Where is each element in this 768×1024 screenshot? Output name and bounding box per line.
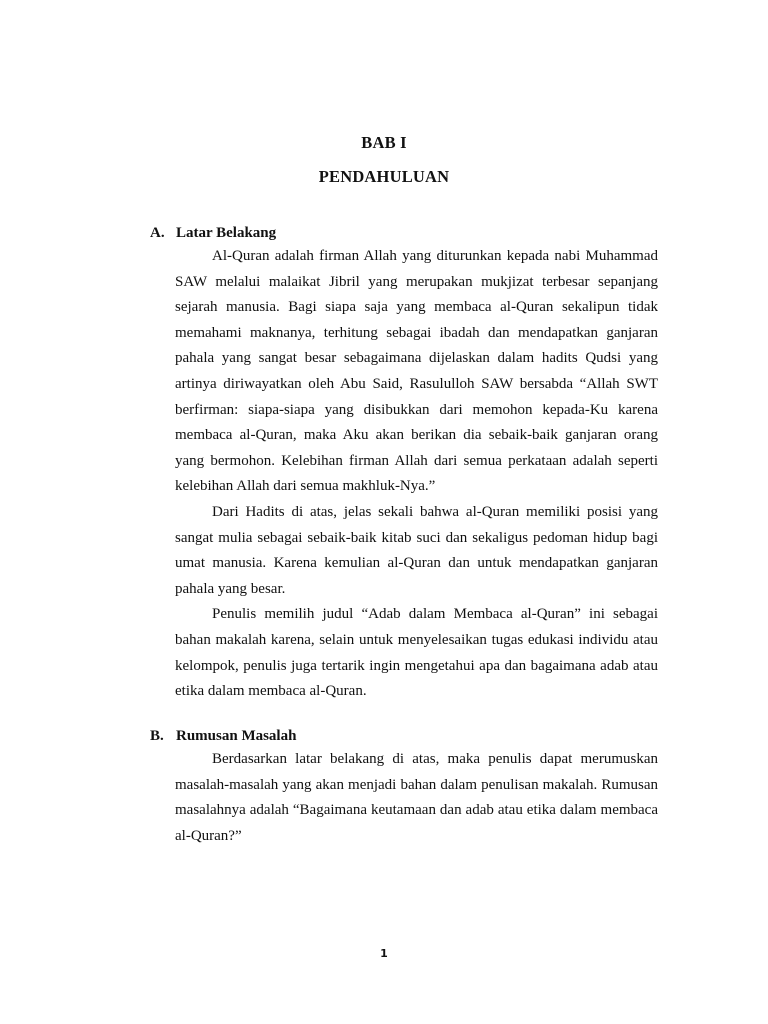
- section-title: Rumusan Masalah: [176, 728, 297, 744]
- section-body-rumusan-masalah: [175, 747, 658, 849]
- paragraph: Berdasarkan latar belakang di atas, maka penulis dapat merumuskan masalah-masalah yang akan menjadi bahan dalam penulisan makalah. Rumusan masalahnya adalah “Bagaimana keutamaan dan adab atau etika dalam membaca al-Quran?”: [175, 751, 658, 844]
- page-number: 1: [380, 947, 388, 960]
- section-body-latar-belakang: [175, 244, 658, 705]
- section-letter: A.: [150, 225, 165, 241]
- section-heading-latar-belakang: [150, 225, 276, 242]
- chapter-label: BAB I: [361, 133, 407, 152]
- chapter-title: PENDAHULUAN: [318, 167, 450, 186]
- section-heading-rumusan-masalah: [150, 728, 296, 745]
- section-letter: B.: [150, 728, 164, 744]
- paragraph: Al-Quran adalah firman Allah yang diturunkan kepada nabi Muhammad SAW melalui malaikat Jibril yang merupakan mukjizat terbesar sepanjang sejarah manusia. Bagi siapa saja yang membaca al-Quran sekalipun tidak memahami maknanya, terhitung sebagai ibadah dan mendapatkan ganjaran pahala yang sangat besar sebagaimana dijelaskan dalam hadits Qudsi yang artinya diriwayatkan oleh Abu Said, Rasululloh SAW bersabda “Allah SWT berfirman: siapa-siapa yang disibukkan dari memohon kepada-Ku karena membaca al-Quran, maka Aku akan berikan dia sebaik-baik ganjaran orang yang bermohon. Kelebihan firman Allah dari semua perkataan adalah seperti kelebihan Allah dari semua makhluk-Nya.”: [175, 248, 658, 495]
- section-title: Latar Belakang: [176, 225, 277, 241]
- paragraph: Dari Hadits di atas, jelas sekali bahwa al-Quran memiliki posisi yang sangat mulia sebagai sebaik-baik kitab suci dan sekaligus pedoman hidup bagi umat manusia. Karena kemulian al-Quran dan untuk mendapatkan ganjaran pahala yang besar.: [175, 503, 658, 597]
- paragraph: Penulis memilih judul “Adab dalam Membaca al-Quran” ini sebagai bahan makalah karena, selain untuk menyelesaikan tugas edukasi individu atau kelompok, penulis juga tertarik ingin mengetahui apa dan bagaimana adab atau etika dalam membaca al-Quran.: [175, 606, 658, 700]
